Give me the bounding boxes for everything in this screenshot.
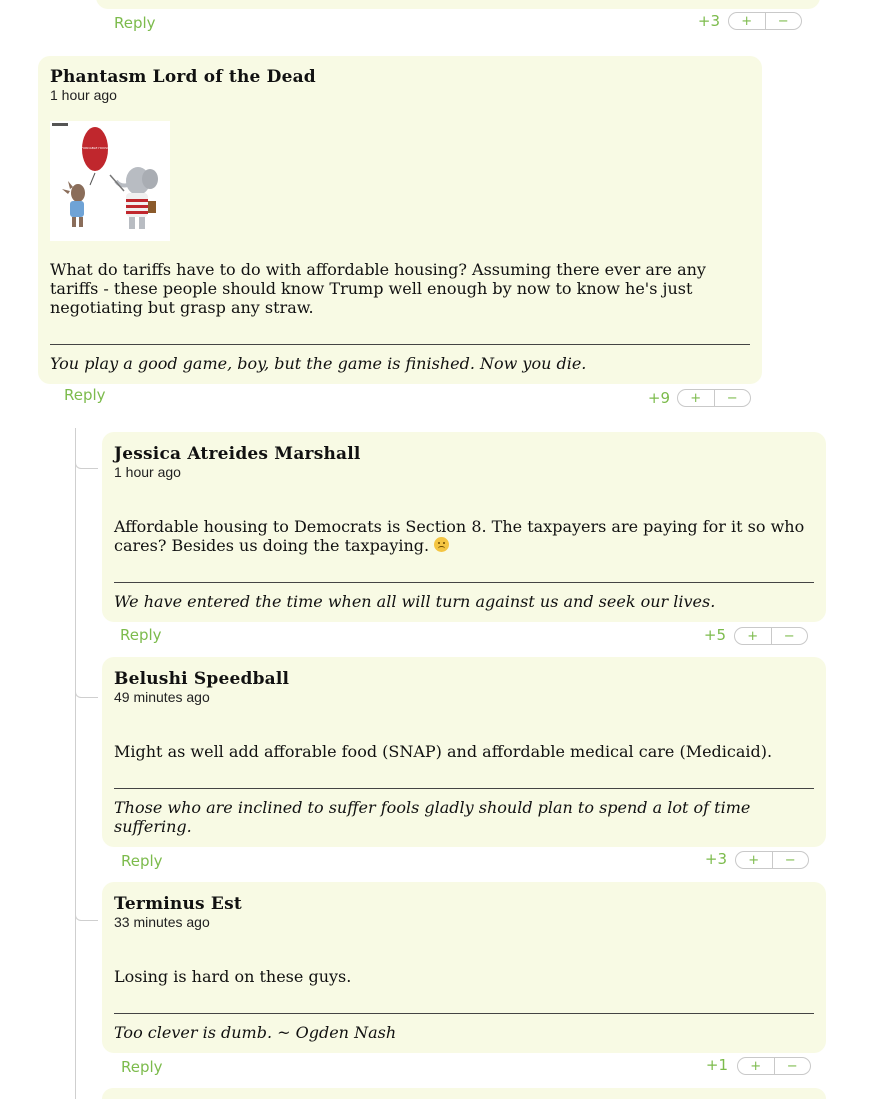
reply-link[interactable]: Reply xyxy=(114,14,156,32)
upvote-button[interactable]: + xyxy=(741,13,753,29)
upvote-button[interactable]: + xyxy=(750,1058,762,1074)
downvote-button[interactable]: − xyxy=(771,628,808,644)
downvote-button[interactable]: − xyxy=(774,1058,811,1074)
political-cartoon-image[interactable] xyxy=(50,121,170,241)
vote-buttons xyxy=(737,1057,811,1075)
score-count: +5 xyxy=(703,626,726,644)
comment-body: Losing is hard on these guys. xyxy=(114,967,352,986)
comment-signature: Those who are inclined to suffer fools gladly should plan to spend a lot of time suffering. xyxy=(114,798,751,836)
comment-timestamp: 1 hour ago xyxy=(114,464,181,480)
thread-branch xyxy=(75,428,98,469)
signature-divider xyxy=(114,582,814,583)
comment-body-text: Affordable housing to Democrats is Section 8. The taxpayers are paying for it so who cares? Besides us doing the taxpaying. xyxy=(114,517,805,555)
comment-body: What do tariffs have to do with affordable housing? Assuming there ever are any tariffs - these people should know Trump well enough by now to know he's just negotiating but grasp any straw. xyxy=(50,260,706,317)
frowning-face-icon xyxy=(434,537,449,552)
signature-divider xyxy=(114,1013,814,1014)
reply-link[interactable]: Reply xyxy=(121,1058,163,1076)
balloon-caption: AFFORDABLE HOUSING xyxy=(77,146,113,150)
downvote-button[interactable]: − xyxy=(714,390,751,406)
thread-branch xyxy=(75,675,98,698)
vote-buttons xyxy=(728,12,802,30)
comment-timestamp: 49 minutes ago xyxy=(114,689,210,705)
thread-line xyxy=(75,428,76,1099)
upvote-button[interactable]: + xyxy=(747,628,759,644)
score-count: +3 xyxy=(704,850,727,868)
score-count: +9 xyxy=(647,389,670,407)
next-comment-card xyxy=(102,1088,826,1099)
comment-signature: Too clever is dumb. ~ Ogden Nash xyxy=(114,1023,397,1042)
vote-buttons xyxy=(735,851,809,869)
comment-timestamp: 33 minutes ago xyxy=(114,914,210,930)
vote-buttons xyxy=(677,389,751,407)
downvote-button[interactable]: − xyxy=(765,13,802,29)
reply-link[interactable]: Reply xyxy=(121,852,163,870)
comment-author[interactable]: Belushi Speedball xyxy=(114,669,290,689)
upvote-button[interactable]: + xyxy=(690,390,702,406)
comment-author[interactable]: Phantasm Lord of the Dead xyxy=(50,67,316,87)
vote-buttons xyxy=(734,627,808,645)
score-count: +1 xyxy=(705,1056,728,1074)
upvote-button[interactable]: + xyxy=(748,852,760,868)
comment-author[interactable]: Jessica Atreides Marshall xyxy=(114,444,361,464)
comment-author[interactable]: Terminus Est xyxy=(114,894,242,914)
reply-link[interactable]: Reply xyxy=(120,626,162,644)
reply-link[interactable]: Reply xyxy=(64,386,106,404)
comment-body xyxy=(114,517,814,555)
signature-divider xyxy=(114,788,814,789)
thread-branch xyxy=(75,900,98,921)
previous-comment-card xyxy=(96,0,820,9)
score-count: +3 xyxy=(697,12,720,30)
comment-body: Might as well add afforable food (SNAP) and affordable medical care (Medicaid). xyxy=(114,742,773,761)
comment-signature: We have entered the time when all will turn against us and seek our lives. xyxy=(114,592,716,611)
downvote-button[interactable]: − xyxy=(772,852,809,868)
comment-timestamp: 1 hour ago xyxy=(50,87,117,103)
comment-signature: You play a good game, boy, but the game is finished. Now you die. xyxy=(50,354,587,373)
signature-divider xyxy=(50,344,750,345)
